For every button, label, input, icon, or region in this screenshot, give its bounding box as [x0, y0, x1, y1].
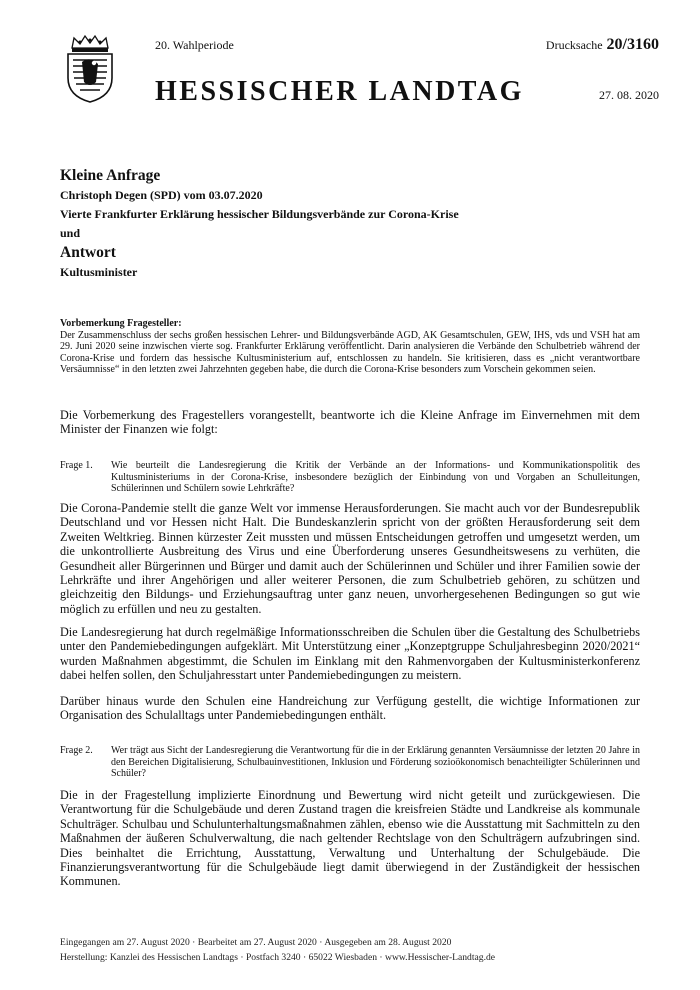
inquiry-heading [60, 166, 660, 282]
intro-paragraph: Die Vorbemerkung des Fragestellers vorangestellt, beantworte ich die Kleine Anfrage im Einvernehmen mit dem Minister der Finanzen wie folgt: [60, 408, 640, 437]
hessen-coat-of-arms-icon [60, 34, 120, 104]
question-2 [60, 745, 640, 780]
footer-dates: Eingegangen am 27. August 2020 · Bearbeitet am 27. August 2020 · Ausgegeben am 28. August 2020 [60, 937, 452, 948]
kleine-anfrage-title: Kleine Anfrage [60, 167, 161, 184]
question-1-text: Wie beurteilt die Landesregierung die Kritik der Verbände an der Informations- und Kommunikationspolitik des Kultusministeriums in der Corona-Krise, insbesondere bezüglich der Einbindung von und Vorgaben an Schulleitungen, Schülerinnen und Schülern sowie Lehrkräfte? [111, 460, 640, 494]
document-date: 27. 08. 2020 [599, 88, 659, 102]
print-number [546, 36, 659, 54]
answer-1-paragraph-2: Die Landesregierung hat durch regelmäßige Informationsschreiben die Schulen über die Gestaltung des Schulbetriebs unter den Pandemiebedingungen aufgeklärt. Mit Unterstützung einer „Konzeptgruppe Schuljahresbeginn 2020/2021“ wurden Maßnahmen abgestimmt, die Schulen im Einklang mit den Rahmenvorgaben der Kultusministerkonferenz dabei helfen sollen, den Schuljahresstart unter Pandemiebedingungen zu meistern. [60, 625, 640, 683]
preliminary-remark [60, 318, 640, 376]
drucksache-label: Drucksache [545, 38, 603, 52]
question-2-label: Frage 2. [60, 745, 93, 756]
parliament-title: HESSISCHER LANDTAG [155, 76, 524, 107]
question-1 [60, 460, 640, 495]
footer-imprint: Herstellung: Kanzlei des Hessischen Landtags · Postfach 3240 · 65022 Wiesbaden · www.Hessischer-Landtag.de [60, 952, 496, 963]
question-2-text: Wer trägt aus Sicht der Landesregierung die Verantwortung für die in der Erklärung genannten Versäumnisse der letzten 20 Jahre in den Bereichen Digitalisierung, Schulbauinvestitionen, Inklusion und Förderung sozioökonomisch benachteiligter Schülerinnen und Schüler? [111, 745, 640, 779]
heading-und: und [60, 226, 81, 240]
answer-1-paragraph-1: Die Corona-Pandemie stellt die ganze Welt vor immense Herausforderungen. Sie macht auch vor der Bundesrepublik Deutschland und vor Hessen nicht Halt. Die Bundeskanzlerin spricht von der größten Herausforderung seit dem Zweiten Weltkrieg. Binnen kürzester Zeit mussten und müssen Entscheidungen getroffen und umgesetzt werden, um die unkontrollierte Ausbreitung des Virus und eine Überforderung unseres Gesundheitswesens zu verhüten, die Gesundheit aller Bürgerinnen und Bürger und damit auch der Schülerinnen und Schüler und ihrer Familien sowie der Lehrkräfte und ihrer Angehörigen und aller weiterer Personen, die zum Schulbetrieb gehören, zu schützen und gleichzeitig den Bildungs- und Erziehungsauftrag unter ganz neuen, unvorhergesehenen Bedingungen so gut wie möglich zu erfüllen und neu zu gestalten. [60, 501, 640, 616]
inquiry-subject: Vierte Frankfurter Erklärung hessischer Bildungsverbände zur Corona-Krise [60, 207, 459, 221]
antwort-title: Antwort [60, 244, 116, 261]
inquiry-author: Christoph Degen (SPD) vom 03.07.2020 [60, 188, 263, 202]
drucksache-number: 20/3160 [606, 36, 659, 53]
question-1-label: Frage 1. [60, 460, 93, 471]
preliminary-remark-text: Der Zusammenschluss der sechs großen hessischen Lehrer- und Bildungsverbände AGD, AK Gesamtschulen, GEW, IHS, vds und VSH hat am 29. Juni 2020 seine inzwischen vierte sog. Frankfurter Erklärung veröffentlicht. Darin analysieren die Verbände den Schulbetrieb während der Corona-Krise und fordern das hessische Kultusministerium auf, entschlossen zu handeln. Sie kritisieren, dass es „nicht verantwortbare Versäumnisse“ in den letzten zwei Jahrzehnten gegeben habe, die durch die Corona-Krise besonders zum Vorschein gekommen seien. [60, 329, 640, 376]
responding-minister: Kultusminister [60, 265, 138, 279]
legislative-period: 20. Wahlperiode [155, 38, 234, 52]
answer-2-paragraph-1: Die in der Fragestellung implizierte Einordnung und Bewertung wird nicht geteilt und zurückgewiesen. Die Verantwortung für die Schulgebäude und deren Zustand tragen die kreisfreien Städte und Landkreise als kommunale Schulträger. Schulbau und Schulunterhaltungsmaßnahmen zählen, ebenso wie die Ausstattung mit Sachmitteln zu den Maßnahmen der äußeren Schulverwaltung, die nach geltender Rechtslage von den Schulträgern aufzubringen sind. Dies beinhaltet die Errichtung, Ausstattung, Verwaltung und Unterhaltung der Schulgebäude. Die Finanzierungsverantwortung für die Schulgebäude liegt damit überwiegend in der Zuständigkeit der hessischen Kommunen. [60, 788, 640, 889]
answer-1-paragraph-3: Darüber hinaus wurde den Schulen eine Handreichung zur Verfügung gestellt, die wichtige Informationen zur Organisation des Schulalltags unter Pandemiebedingungen enthält. [60, 694, 640, 723]
preliminary-remark-title: Vorbemerkung Fragesteller: [60, 318, 182, 329]
